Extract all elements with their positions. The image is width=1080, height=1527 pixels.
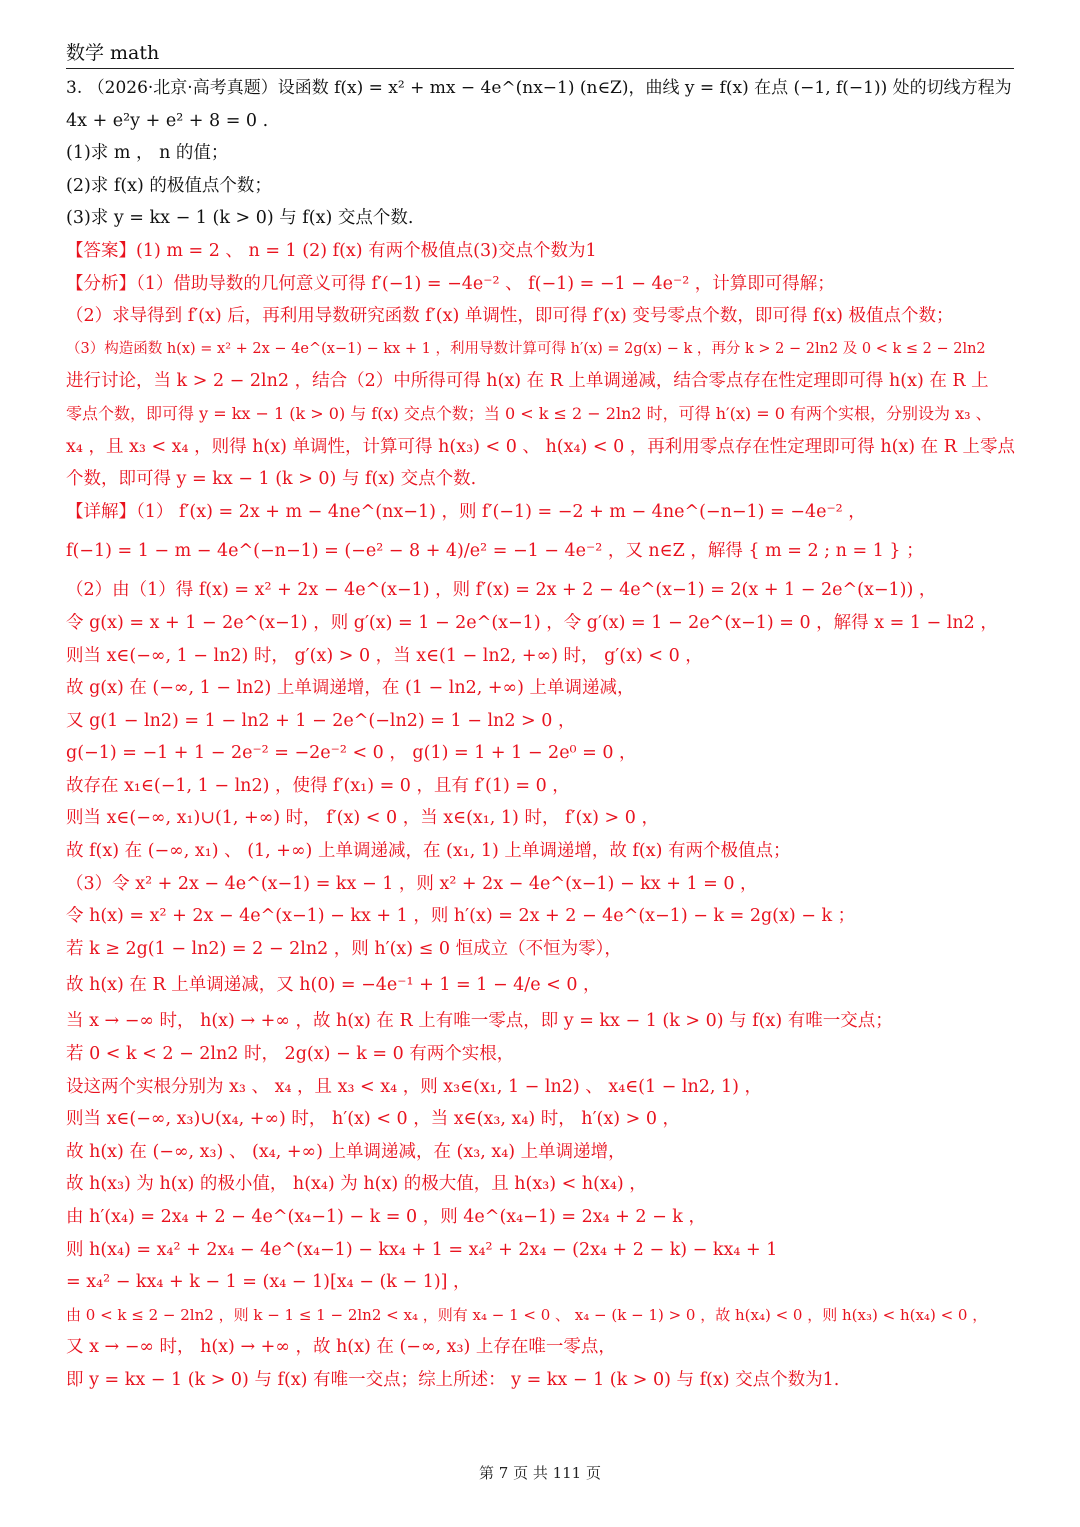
detail-line: 令 g(x) = x + 1 − 2e^(x−1) ，则 g′(x) = 1 − 2e^(x−1) ，令 g′(x) = 1 − 2e^(x−1) = 0 ，解得 x = 1 − ln2 ，: [66, 612, 998, 633]
problem-line: 4x + e²y + e² + 8 = 0 .: [66, 110, 269, 131]
detail-line: 由 h′(x₄) = 2x₄ + 2 − 4e^(x₄−1) − k = 0 ，则 4e^(x₄−1) = 2x₄ + 2 − k ，: [66, 1207, 706, 1227]
page-footer: [0, 1462, 1080, 1483]
analysis-line: 【分析】（1）借助导数的几何意义可得 f′(−1) = −4e⁻² 、 f(−1) = −1 − 4e⁻² ，计算即可得解；: [66, 273, 835, 294]
detail-line: 则当 x∈(−∞, x₁)∪(1, +∞) 时， f′(x) < 0 ，当 x∈(x₁, 1) 时， f′(x) > 0 ，: [66, 808, 659, 829]
analysis-line: （3）构造函数 h(x) = x² + 2x − 4e^(x−1) − kx + 1 ，利用导数计算可得 h′(x) = 2g(x) − k ，再分 k > 2 − 2ln2 及 0 < k ≤ 2 − 2ln2: [66, 340, 986, 357]
detail-line: 故 h(x₃) 为 h(x) 的极小值， h(x₄) 为 h(x) 的极大值，且 h(x₃) < h(x₄) ，: [66, 1174, 647, 1195]
detail-line: 故 f(x) 在 (−∞, x₁) 、 (1, +∞) 上单调递减，在 (x₁, 1) 上单调递增，故 f(x) 有两个极值点；: [66, 841, 791, 862]
detail-line: = x₄² − kx₄ + k − 1 = (x₄ − 1)[x₄ − (k − 1)] ，: [66, 1272, 471, 1293]
detail-line: 令 h(x) = x² + 2x − 4e^(x−1) − kx + 1 ，则 h′(x) = 2x + 2 − 4e^(x−1) − k = 2g(x) − k ；: [66, 906, 856, 927]
detail-line: 由 0 < k ≤ 2 − 2ln2 ，则 k − 1 ≤ 1 − 2ln2 < x₄ ，则有 x₄ − 1 < 0 、 x₄ − (k − 1) > 0 ，故 h(x₄) < 0 ，则 h(x₃) < h(x₄) < 0 ，: [66, 1305, 988, 1324]
analysis-line: 进行讨论，当 k > 2 − 2ln2 ，结合（2）中所得可得 h(x) 在 R 上单调递减，结合零点存在性定理即可得 h(x) 在 R 上: [66, 371, 989, 392]
analysis-line: x₄ ，且 x₃ < x₄ ，则得 h(x) 单调性，计算可得 h(x₃) < 0 、 h(x₄) < 0 ，再利用零点存在性定理即可得 h(x) 在 R 上零点: [66, 436, 1015, 457]
detail-line: 故存在 x₁∈(−1, 1 − ln2) ，使得 f′(x₁) = 0 ，且有 f′(1) = 0 ，: [66, 775, 570, 796]
problem-line: (1)求 m ， n 的值；: [66, 143, 229, 164]
header-title: 数学 math: [66, 42, 160, 64]
detail-line: 又 g(1 − ln2) = 1 − ln2 + 1 − 2e^(−ln2) = 1 − ln2 > 0 ，: [66, 710, 576, 731]
problem-line: (3)求 y = kx − 1 (k > 0) 与 f(x) 交点个数.: [66, 208, 414, 229]
detail-line: 故 h(x) 在 R 上单调递减，又 h(0) = −4e⁻¹ + 1 = 1 − 4/e < 0 ，: [66, 975, 601, 996]
analysis-line: （2）求导得到 f′(x) 后，再利用导数研究函数 f′(x) 单调性，即可得 f′(x) 变号零点个数，即可得 f(x) 极值点个数；: [66, 306, 954, 327]
detail-line: 故 g(x) 在 (−∞, 1 − ln2) 上单调递增，在 (1 − ln2, +∞) 上单调递减，: [66, 678, 635, 699]
solution-block: [66, 235, 1016, 1397]
document-body: [66, 72, 1016, 1397]
detail-line: g(−1) = −1 + 1 − 2e⁻² = −2e⁻² < 0 ， g(1) = 1 + 1 − 2e⁰ = 0 ，: [66, 743, 637, 764]
page-number: 第 7 页 共 111 页: [478, 1464, 601, 1482]
detail-line: 若 k ≥ 2g(1 − ln2) = 2 − 2ln2 ，则 h′(x) ≤ 0 恒成立（不恒为零），: [66, 938, 622, 959]
detail-line: （3）令 x² + 2x − 4e^(x−1) = kx − 1 ，则 x² + 2x − 4e^(x−1) − kx + 1 = 0 ，: [66, 873, 758, 894]
detail-line: 【详解】（1） f′(x) = 2x + m − 4ne^(nx−1) ，则 f′(−1) = −2 + m − 4ne^(−n−1) = −4e⁻² ，: [66, 501, 866, 522]
problem-line: (2)求 f(x) 的极值点个数；: [66, 175, 272, 196]
answer-line: 【答案】(1) m = 2 、 n = 1 (2) f(x) 有两个极值点(3)交点个数为1: [66, 240, 597, 261]
detail-line: 故 h(x) 在 (−∞, x₃) 、 (x₄, +∞) 上单调递减，在 (x₃, x₄) 上单调递增，: [66, 1141, 626, 1162]
detail-line: 又 x → −∞ 时， h(x) → +∞ ，故 h(x) 在 (−∞, x₃) 上存在唯一零点，: [66, 1337, 616, 1358]
detail-line: 设这两个实根分别为 x₃ 、 x₄ ，且 x₃ < x₄ ，则 x₃∈(x₁, 1 − ln2) 、 x₄∈(1 − ln2, 1) ，: [66, 1076, 763, 1097]
analysis-line: 个数，即可得 y = kx − 1 (k > 0) 与 f(x) 交点个数.: [66, 469, 477, 490]
detail-line: 即 y = kx − 1 (k > 0) 与 f(x) 有唯一交点；综上所述： y = kx − 1 (k > 0) 与 f(x) 交点个数为1.: [66, 1369, 840, 1390]
detail-line: 当 x → −∞ 时， h(x) → +∞ ，故 h(x) 在 R 上有唯一零点，即 y = kx − 1 (k > 0) 与 f(x) 有唯一交点；: [66, 1011, 893, 1032]
analysis-line: 零点个数，即可得 y = kx − 1 (k > 0) 与 f(x) 交点个数；当 0 < k ≤ 2 − 2ln2 时，可得 h′(x) = 0 有两个实根，分别设为 x₃ 、: [66, 403, 992, 423]
page-header: [66, 40, 1014, 69]
detail-line: f(−1) = 1 − m − 4e^(−n−1) = (−e² − 8 + 4)/e² = −1 − 4e⁻² ，又 n∈Z ，解得 { m = 2 ; n = 1 } ；: [66, 541, 924, 562]
detail-line: 则当 x∈(−∞, 1 − ln2) 时， g′(x) > 0 ，当 x∈(1 − ln2, +∞) 时， g′(x) < 0 ，: [66, 645, 703, 666]
detail-line: 若 0 < k < 2 − 2ln2 时， 2g(x) − k = 0 有两个实根，: [66, 1044, 515, 1065]
problem-block: [66, 72, 1016, 235]
detail-line: 则当 x∈(−∞, x₃)∪(x₄, +∞) 时， h′(x) < 0 ，当 x∈(x₃, x₄) 时， h′(x) > 0 ，: [66, 1109, 681, 1130]
problem-line: 3. （2026·北京·高考真题）设函数 f(x) = x² + mx − 4e^(nx−1) (n∈Z)，曲线 y = f(x) 在点 (−1, f(−1)) 处的切线方程为: [66, 78, 1012, 98]
detail-line: 则 h(x₄) = x₄² + 2x₄ − 4e^(x₄−1) − kx₄ + 1 = x₄² + 2x₄ − (2x₄ + 2 − k) − kx₄ + 1: [66, 1239, 778, 1260]
detail-line: （2）由（1）得 f(x) = x² + 2x − 4e^(x−1) ，则 f′(x) = 2x + 2 − 4e^(x−1) = 2(x + 1 − 2e^(x−1)) ，: [66, 580, 937, 601]
